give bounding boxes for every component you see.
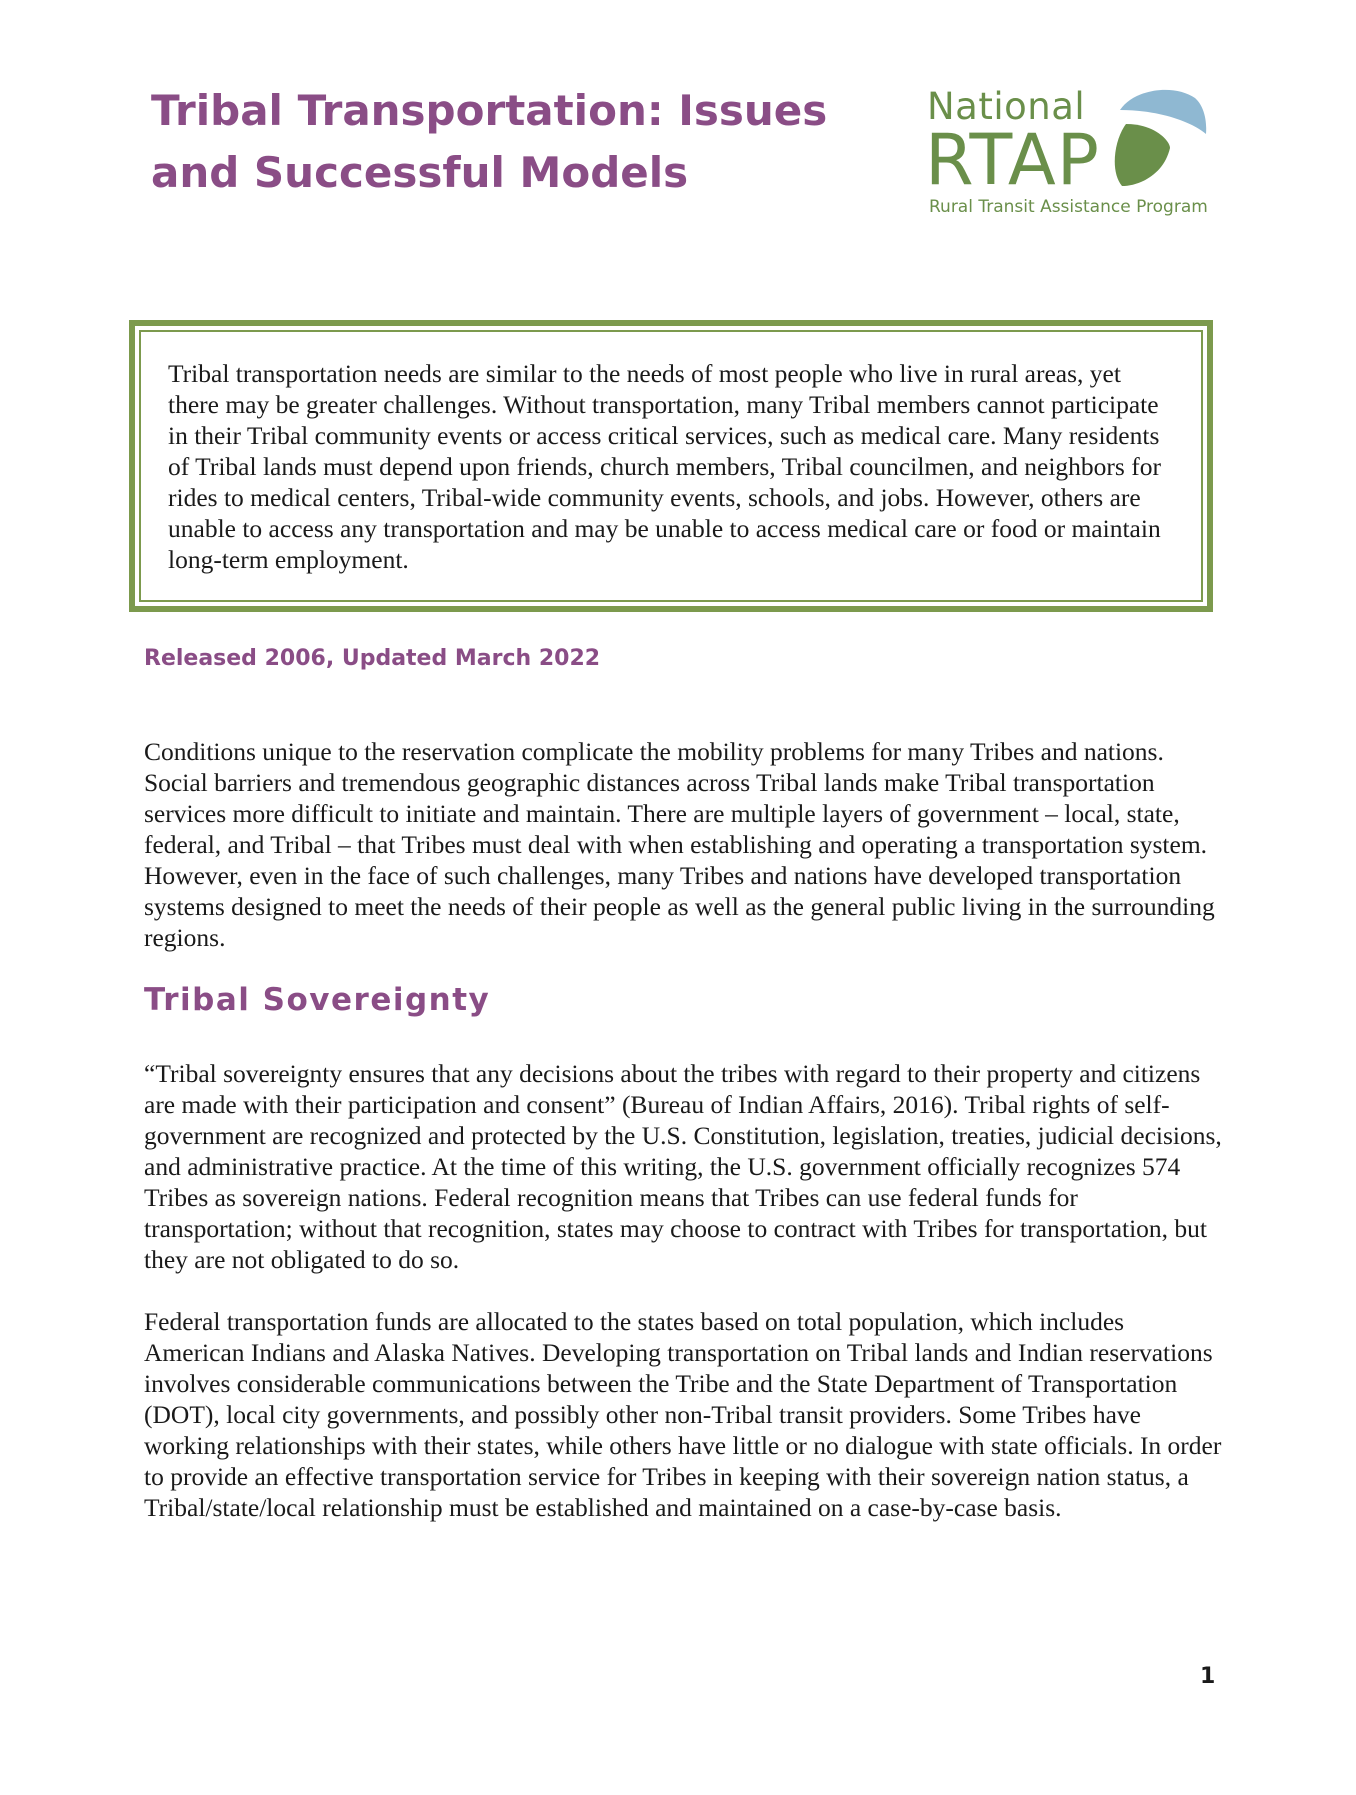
summary-box — [129, 320, 1213, 612]
intro-paragraph: Conditions unique to the reservation complicate the mobility problems for many Tribes and nations. Social barriers and tremendous geographic distances across Tribal lands make Tribal transportation services more difficult to initiate and maintain. There are multiple layers of government – local, state, federal, and Tribal – that Tribes must deal with when establishing and operating a transportation system. However, even in the face of such challenges, many Tribes and nations have developed transportation systems designed to meet the needs of their people as well as the general public living in the surrounding regions. — [144, 737, 1215, 952]
summary-text: Tribal transportation needs are similar to the needs of most people who live in rural areas, yet there may be greater challenges. Without transportation, many Tribal members cannot participate in their Tribal community events or access critical services, such as medical care. Many residents of Tribal lands must depend upon friends, church members, Tribal councilmen, and neighbors for rides to medical centers, Tribal-wide community events, schools, and jobs. However, others are unable to access any transportation and may be unable to access medical care or food or maintain long-term employment. — [168, 359, 1161, 574]
page-number: 1 — [1200, 1664, 1216, 1689]
document-title — [151, 80, 851, 204]
national-rtap-logo — [925, 85, 1208, 226]
sovereignty-paragraph-2: Federal transportation funds are allocated to the states based on total population, which includes American Indians and Alaska Natives. Developing transportation on Tribal lands and Indian reservations involves considerable communications between the Tribe and the State Department of Transportation (DOT), local city governments, and possibly other non-Tribal transit providers. Some Tribes have working relationships with their states, while others have little or no dialogue with state officials. In order to provide an effective transportation service for Tribes in keeping with their sovereign nation status, a Tribal/state/local relationship must be established and maintained on a case-by-case basis. — [144, 1307, 1222, 1522]
sovereignty-paragraph-1: “Tribal sovereignty ensures that any decisions about the tribes with regard to their property and citizens are made with their participation and consent” (Bureau of Indian Affairs, 2016). Tribal rights of self-government are recognized and protected by the U.S. Constitution, legislation, treaties, judicial decisions, and administrative practice. At the time of this writing, the U.S. government officially recognizes 574 Tribes as sovereign nations. Federal recognition means that Tribes can use federal funds for transportation; without that recognition, states may choose to contract with Tribes for transportation, but they are not obligated to do so. — [144, 1059, 1222, 1274]
title-line-2: and Successful Models — [151, 148, 689, 197]
logo-rtap-text: RTAP — [925, 119, 1100, 201]
section-heading-tribal-sovereignty: Tribal Sovereignty — [144, 982, 491, 1018]
logo-national-text: National — [927, 85, 1086, 128]
release-date: Released 2006, Updated March 2022 — [144, 646, 601, 671]
logo-tagline: Rural Transit Assistance Program — [929, 197, 1208, 217]
title-line-1: Tribal Transportation: Issues — [151, 86, 828, 135]
logo-leaf-icon — [1100, 86, 1210, 191]
